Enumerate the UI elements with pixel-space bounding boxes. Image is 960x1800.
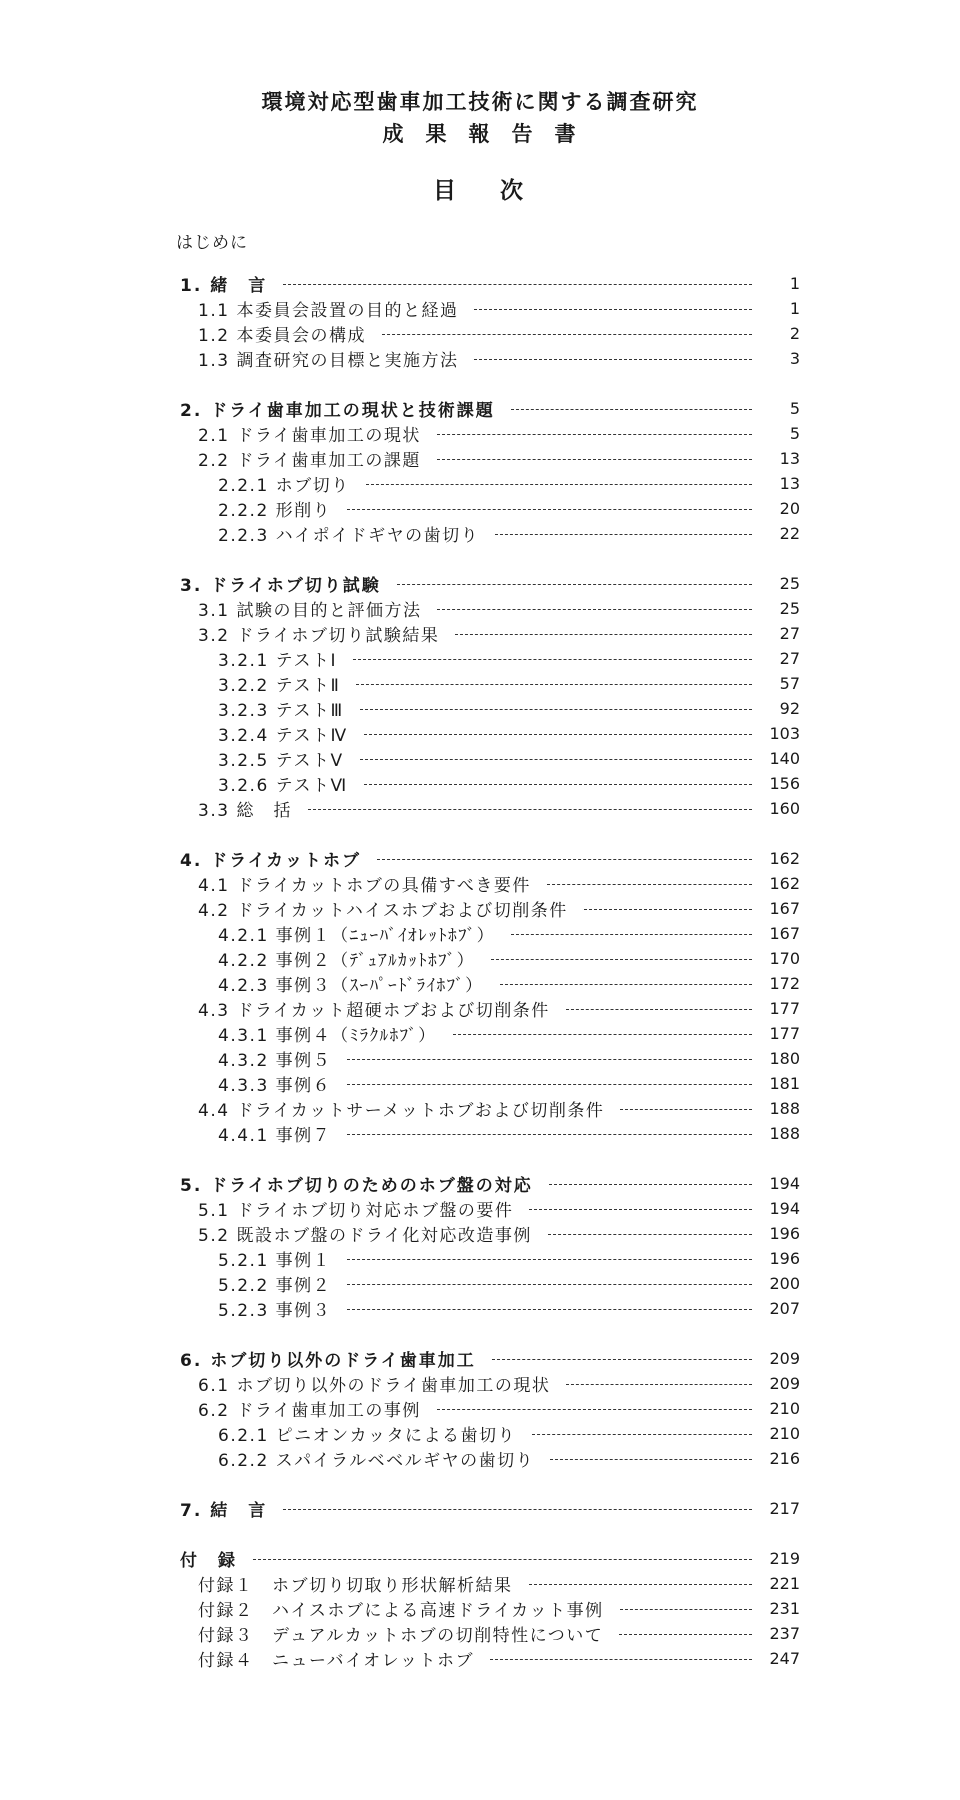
dot-leader bbox=[511, 409, 752, 410]
toc-page-number: 13 bbox=[779, 448, 800, 468]
toc-page-number: 216 bbox=[769, 1448, 800, 1468]
toc-section-entry bbox=[198, 1396, 800, 1420]
toc-entry-title: 2.2.1 ホブ切り bbox=[218, 475, 350, 496]
toc-entry-title: 5. ドライホブ切りのためのホブ盤の対応 bbox=[180, 1175, 533, 1196]
toc-section-entry bbox=[198, 446, 800, 470]
toc-section-entry bbox=[198, 1571, 800, 1595]
toc-entry-title: 5.2 既設ホブ盤のドライ化対応改造事例 bbox=[198, 1225, 532, 1246]
toc-entry-title: 2.2 ドライ歯車加工の課題 bbox=[198, 450, 421, 471]
toc-page-number: 200 bbox=[769, 1273, 800, 1293]
toc-subsection-entry bbox=[218, 721, 800, 745]
dot-leader bbox=[437, 609, 752, 610]
toc-entry-title: 3.2.1 テストⅠ bbox=[218, 650, 337, 671]
toc-page-number: 162 bbox=[769, 873, 800, 893]
toc-section-entry bbox=[198, 346, 800, 370]
toc-subsection-entry bbox=[218, 921, 800, 945]
dot-leader bbox=[347, 1309, 752, 1310]
toc-section-entry bbox=[198, 621, 800, 645]
toc-page-number: 57 bbox=[779, 673, 800, 693]
toc-entry-title: 付録１ ホブ切り切取り形状解析結果 bbox=[198, 1575, 513, 1596]
toc-entry-title: 6.1 ホブ切り以外のドライ歯車加工の現状 bbox=[198, 1375, 551, 1396]
toc-heading: 目次 bbox=[433, 178, 567, 204]
toc-section-entry bbox=[198, 421, 800, 445]
toc-section-entry bbox=[198, 1621, 800, 1645]
intro-entry: はじめに bbox=[176, 233, 248, 253]
toc-subsection-entry bbox=[218, 496, 800, 520]
toc-section-entry bbox=[198, 796, 800, 820]
dot-leader bbox=[547, 884, 752, 885]
toc-subsection-entry bbox=[218, 1421, 800, 1445]
toc-subsection-entry bbox=[218, 746, 800, 770]
toc-page-number: 160 bbox=[769, 798, 800, 818]
toc-subsection-entry bbox=[218, 946, 800, 970]
dot-leader bbox=[474, 309, 752, 310]
dot-leader bbox=[490, 1659, 752, 1660]
toc-entry-title: 2.2.2 形削り bbox=[218, 500, 332, 521]
toc-page-number: 156 bbox=[769, 773, 800, 793]
toc-entry-title: 付 録 bbox=[180, 1550, 237, 1571]
toc-subsection-entry bbox=[218, 971, 800, 995]
dot-leader bbox=[347, 509, 752, 510]
toc-page-number: 2 bbox=[789, 323, 800, 343]
toc-page-number: 13 bbox=[779, 473, 800, 493]
toc-page-number: 219 bbox=[769, 1548, 800, 1568]
dot-leader bbox=[584, 909, 752, 910]
toc-page-number: 210 bbox=[769, 1423, 800, 1443]
toc-page-number: 237 bbox=[769, 1623, 800, 1643]
toc-entry-title: 3.2.2 テストⅡ bbox=[218, 675, 341, 696]
toc-entry-title: 3.1 試験の目的と評価方法 bbox=[198, 600, 422, 621]
dot-leader bbox=[620, 1609, 752, 1610]
toc-page-number: 140 bbox=[769, 748, 800, 768]
toc-page-number: 22 bbox=[779, 523, 800, 543]
toc-section-entry bbox=[198, 871, 800, 895]
toc-entry-title: 4.1 ドライカットホブの具備すべき要件 bbox=[198, 875, 531, 896]
toc-chapter-entry bbox=[180, 396, 800, 420]
toc-page-number: 207 bbox=[769, 1298, 800, 1318]
toc-chapter-entry bbox=[180, 846, 800, 870]
toc-entry-title: 付録２ ハイスホブによる高速ドライカット事例 bbox=[198, 1600, 604, 1621]
toc-entry-title: 4.3.3 事例６ bbox=[218, 1075, 332, 1096]
dot-leader bbox=[364, 784, 752, 785]
report-subtitle: 成果報告書 bbox=[382, 122, 598, 146]
toc-entry-title: 6. ホブ切り以外のドライ歯車加工 bbox=[180, 1350, 476, 1371]
toc-entry-title: 1. 緒 言 bbox=[180, 275, 268, 296]
toc-entry-title: 4.3.1 事例４（ﾐﾗｸﾙﾎﾌﾞ） bbox=[218, 1025, 437, 1046]
toc-subsection-entry bbox=[218, 1046, 800, 1070]
dot-leader bbox=[347, 1059, 752, 1060]
toc-page-number: 196 bbox=[769, 1223, 800, 1243]
toc-subsection-entry bbox=[218, 646, 800, 670]
toc-page-number: 27 bbox=[779, 648, 800, 668]
toc-page-number: 221 bbox=[769, 1573, 800, 1593]
toc-page-number: 181 bbox=[769, 1073, 800, 1093]
toc-subsection-entry bbox=[218, 521, 800, 545]
toc-subsection-entry bbox=[218, 671, 800, 695]
dot-leader bbox=[511, 934, 752, 935]
toc-page-number: 5 bbox=[789, 423, 800, 443]
toc-entry-title: 4.3.2 事例５ bbox=[218, 1050, 332, 1071]
toc-entry-title: 付録４ ニューバイオレットホブ bbox=[198, 1650, 474, 1671]
toc-subsection-entry bbox=[218, 1296, 800, 1320]
toc-section-entry bbox=[198, 896, 800, 920]
toc-page-number: 27 bbox=[779, 623, 800, 643]
toc-entry-title: 4.2.2 事例２（ﾃﾞｭｱﾙｶｯﾄﾎﾌﾞ） bbox=[218, 950, 476, 971]
toc-chapter-entry bbox=[180, 571, 800, 595]
toc-subsection-entry bbox=[218, 1121, 800, 1145]
dot-leader bbox=[382, 334, 752, 335]
dot-leader bbox=[353, 659, 752, 660]
toc-entry-title: 1.3 調査研究の目標と実施方法 bbox=[198, 350, 459, 371]
toc-section-entry bbox=[198, 1596, 800, 1620]
toc-entry-title: 3.3 総 括 bbox=[198, 800, 292, 821]
toc-entry-title: 3.2.4 テストⅣ bbox=[218, 725, 348, 746]
toc-entry-title: 6.2.2 スパイラルベベルギヤの歯切り bbox=[218, 1450, 535, 1471]
toc-entry-title: 4.2.3 事例３（ｽｰﾊﾟｰﾄﾞﾗｲﾎﾌﾞ） bbox=[218, 975, 484, 996]
toc-page-number: 172 bbox=[769, 973, 800, 993]
report-title: 環境対応型歯車加工技術に関する調査研究 bbox=[261, 90, 699, 114]
toc-page-number: 20 bbox=[779, 498, 800, 518]
toc-entry-title: 4.4.1 事例７ bbox=[218, 1125, 332, 1146]
toc-section-entry bbox=[198, 996, 800, 1020]
toc-page-number: 167 bbox=[769, 923, 800, 943]
toc-page-number: 177 bbox=[769, 998, 800, 1018]
toc-page-number: 209 bbox=[769, 1373, 800, 1393]
toc-page-number: 209 bbox=[769, 1348, 800, 1368]
toc-entry-title: 付録３ デュアルカットホブの切削特性について bbox=[198, 1625, 604, 1646]
dot-leader bbox=[364, 734, 752, 735]
toc-page-number: 1 bbox=[789, 273, 800, 293]
toc-section-entry bbox=[198, 1196, 800, 1220]
toc-subsection-entry bbox=[218, 1071, 800, 1095]
toc-entry-title: 4.2.1 事例１（ﾆｭｰﾊﾞｲｵﾚｯﾄﾎﾌﾞ） bbox=[218, 925, 496, 946]
dot-leader bbox=[619, 1634, 752, 1635]
toc-page-number: 25 bbox=[779, 573, 800, 593]
dot-leader bbox=[455, 634, 752, 635]
dot-leader bbox=[347, 1134, 752, 1135]
dot-leader bbox=[347, 1284, 752, 1285]
toc-page-number: 196 bbox=[769, 1248, 800, 1268]
toc-entry-title: 1.2 本委員会の構成 bbox=[198, 325, 366, 346]
toc-section-entry bbox=[198, 296, 800, 320]
toc-subsection-entry bbox=[218, 1271, 800, 1295]
dot-leader bbox=[495, 534, 752, 535]
dot-leader bbox=[491, 959, 752, 960]
dot-leader bbox=[532, 1434, 752, 1435]
toc-entry-title: 2.1 ドライ歯車加工の現状 bbox=[198, 425, 421, 446]
toc-page-number: 1 bbox=[789, 298, 800, 318]
toc-entry-title: 1.1 本委員会設置の目的と経過 bbox=[198, 300, 459, 321]
dot-leader bbox=[360, 759, 752, 760]
dot-leader bbox=[492, 1359, 752, 1360]
dot-leader bbox=[549, 1184, 752, 1185]
toc-entry-title: 7. 結 言 bbox=[180, 1500, 268, 1521]
toc-section-entry bbox=[198, 1371, 800, 1395]
dot-leader bbox=[529, 1209, 752, 1210]
toc-page-number: 103 bbox=[769, 723, 800, 743]
toc-entry-title: 3.2.3 テストⅢ bbox=[218, 700, 344, 721]
toc-entry-title: 6.2.1 ピニオンカッタによる歯切り bbox=[218, 1425, 516, 1446]
toc-page-number: 3 bbox=[789, 348, 800, 368]
toc-entry-title: 6.2 ドライ歯車加工の事例 bbox=[198, 1400, 421, 1421]
toc-entry-title: 5.1 ドライホブ切り対応ホブ盤の要件 bbox=[198, 1200, 514, 1221]
toc-page-number: 231 bbox=[769, 1598, 800, 1618]
dot-leader bbox=[253, 1559, 752, 1560]
toc-chapter-entry bbox=[180, 1346, 800, 1370]
toc-subsection-entry bbox=[218, 696, 800, 720]
toc-entry-title: 5.2.3 事例３ bbox=[218, 1300, 332, 1321]
dot-leader bbox=[566, 1009, 752, 1010]
toc-section-entry bbox=[198, 321, 800, 345]
dot-leader bbox=[453, 1034, 752, 1035]
toc-section-entry bbox=[198, 1096, 800, 1120]
toc-chapter-entry bbox=[180, 1546, 800, 1570]
dot-leader bbox=[360, 709, 752, 710]
dot-leader bbox=[308, 809, 752, 810]
toc-page-number: 188 bbox=[769, 1123, 800, 1143]
toc-entry-title: 5.2.1 事例１ bbox=[218, 1250, 332, 1271]
toc-section-entry bbox=[198, 1646, 800, 1670]
toc-page-number: 92 bbox=[779, 698, 800, 718]
toc-page-number: 247 bbox=[769, 1648, 800, 1668]
toc-subsection-entry bbox=[218, 471, 800, 495]
dot-leader bbox=[283, 284, 752, 285]
dot-leader bbox=[377, 859, 752, 860]
toc-page-number: 25 bbox=[779, 598, 800, 618]
toc-chapter-entry bbox=[180, 1496, 800, 1520]
dot-leader bbox=[437, 1409, 752, 1410]
toc-subsection-entry bbox=[218, 1246, 800, 1270]
dot-leader bbox=[366, 484, 752, 485]
toc-subsection-entry bbox=[218, 1021, 800, 1045]
toc-page-number: 162 bbox=[769, 848, 800, 868]
dot-leader bbox=[437, 434, 752, 435]
toc-entry-title: 5.2.2 事例２ bbox=[218, 1275, 332, 1296]
toc-chapter-entry bbox=[180, 271, 800, 295]
dot-leader bbox=[397, 584, 752, 585]
toc-entry-title: 3.2.6 テストⅥ bbox=[218, 775, 348, 796]
dot-leader bbox=[283, 1509, 752, 1510]
toc-page-number: 167 bbox=[769, 898, 800, 918]
toc-entry-title: 3.2 ドライホブ切り試験結果 bbox=[198, 625, 440, 646]
toc-chapter-entry bbox=[180, 1171, 800, 1195]
dot-leader bbox=[347, 1084, 752, 1085]
toc-page-number: 217 bbox=[769, 1498, 800, 1518]
toc-page-number: 177 bbox=[769, 1023, 800, 1043]
dot-leader bbox=[500, 984, 752, 985]
toc-page-number: 170 bbox=[769, 948, 800, 968]
dot-leader bbox=[548, 1234, 752, 1235]
toc-entry-title: 2. ドライ歯車加工の現状と技術課題 bbox=[180, 400, 495, 421]
dot-leader bbox=[550, 1459, 752, 1460]
toc-section-entry bbox=[198, 1221, 800, 1245]
dot-leader bbox=[347, 1259, 752, 1260]
dot-leader bbox=[437, 459, 752, 460]
toc-entry-title: 3.2.5 テストⅤ bbox=[218, 750, 344, 771]
toc-entry-title: 4.4 ドライカットサーメットホブおよび切削条件 bbox=[198, 1100, 605, 1121]
dot-leader bbox=[529, 1584, 753, 1585]
toc-page-number: 210 bbox=[769, 1398, 800, 1418]
toc-subsection-entry bbox=[218, 771, 800, 795]
toc-page-number: 180 bbox=[769, 1048, 800, 1068]
toc-section-entry bbox=[198, 596, 800, 620]
toc-entry-title: 4. ドライカットホブ bbox=[180, 850, 362, 871]
toc-page-number: 188 bbox=[769, 1098, 800, 1118]
toc-page-number: 194 bbox=[769, 1198, 800, 1218]
dot-leader bbox=[474, 359, 752, 360]
toc-page-number: 194 bbox=[769, 1173, 800, 1193]
toc-entry-title: 4.3 ドライカット超硬ホブおよび切削条件 bbox=[198, 1000, 550, 1021]
toc-entry-title: 2.2.3 ハイポイドギヤの歯切り bbox=[218, 525, 480, 546]
dot-leader bbox=[620, 1109, 752, 1110]
dot-leader bbox=[566, 1384, 752, 1385]
toc-entry-title: 4.2 ドライカットハイスホブおよび切削条件 bbox=[198, 900, 568, 921]
toc-entry-title: 3. ドライホブ切り試験 bbox=[180, 575, 381, 596]
toc-subsection-entry bbox=[218, 1446, 800, 1470]
dot-leader bbox=[356, 684, 752, 685]
toc-page-number: 5 bbox=[789, 398, 800, 418]
